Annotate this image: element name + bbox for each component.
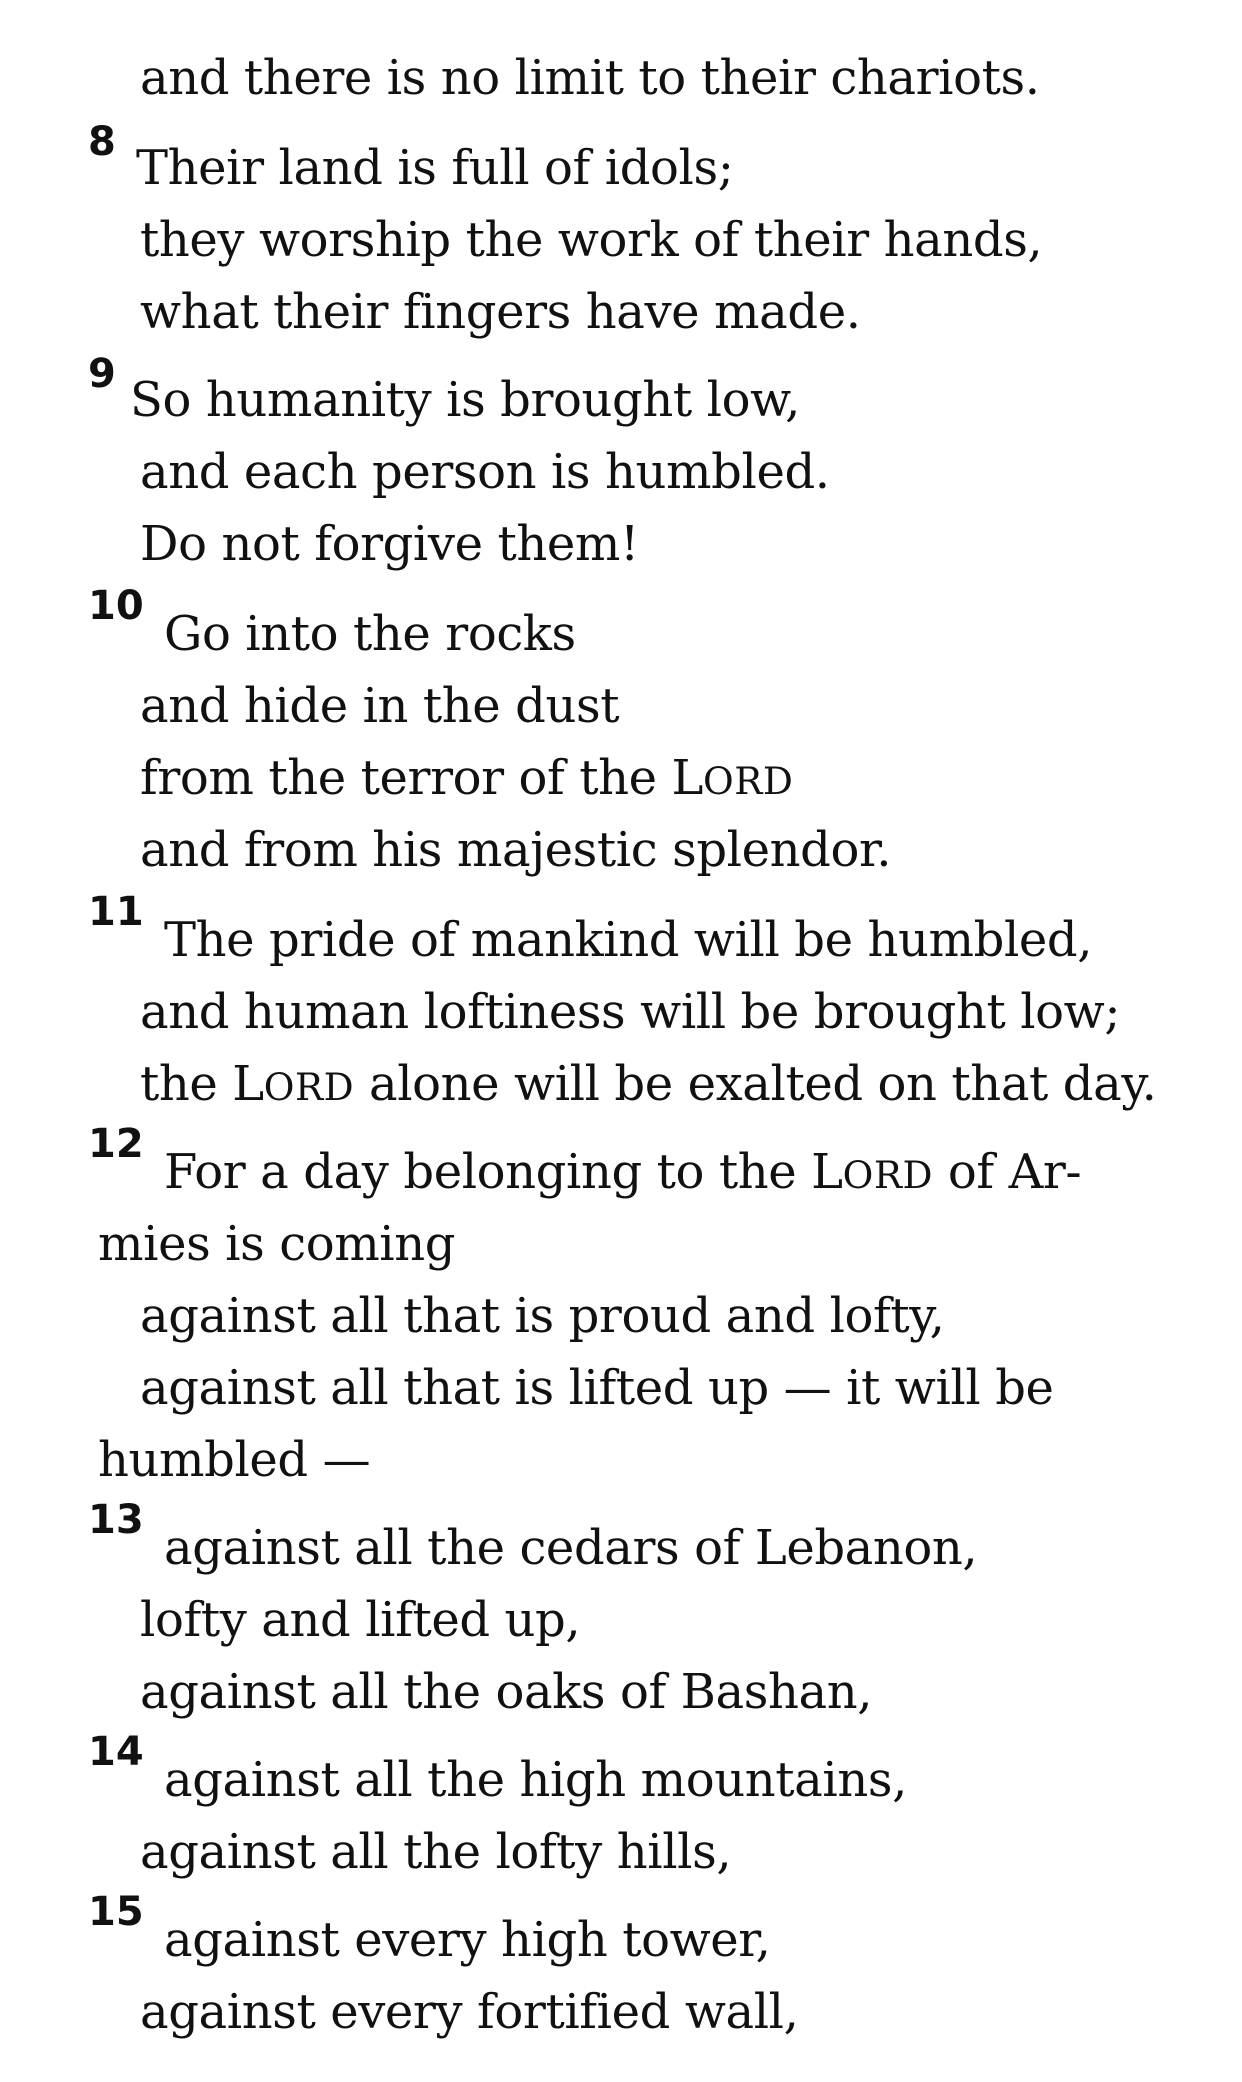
verse-number: 15 bbox=[88, 1889, 144, 1935]
line-text: Do not forgive them! bbox=[140, 516, 639, 572]
text-line bbox=[140, 820, 891, 880]
text-line bbox=[140, 1590, 580, 1650]
verse-number: 12 bbox=[88, 1121, 144, 1167]
line-text: against all the oaks of Bashan, bbox=[140, 1664, 873, 1720]
line-text: humbled — bbox=[98, 1432, 371, 1488]
text-line bbox=[98, 1430, 370, 1490]
text-line bbox=[164, 1910, 770, 1970]
line-text: and from his majestic splendor. bbox=[140, 822, 892, 878]
verse-number: 10 bbox=[88, 583, 144, 629]
verse-number: 9 bbox=[88, 351, 116, 397]
line-text: Go into the rocks bbox=[164, 606, 576, 662]
divine-name-initial: L bbox=[811, 1144, 843, 1200]
divine-name-smallcaps: ORD bbox=[842, 1153, 934, 1197]
divine-name bbox=[672, 750, 794, 806]
text-line bbox=[140, 1982, 798, 2042]
text-line bbox=[140, 1286, 944, 1346]
divine-name bbox=[811, 1144, 933, 1200]
line-text: against all the high mountains, bbox=[164, 1752, 907, 1808]
line-text: against every high tower, bbox=[164, 1912, 771, 1968]
text-line bbox=[140, 1662, 872, 1722]
line-text: against all the cedars of Lebanon, bbox=[164, 1520, 978, 1576]
text-line bbox=[140, 48, 1040, 108]
line-text: For a day belonging to the bbox=[164, 1144, 812, 1200]
text-line bbox=[140, 676, 619, 736]
divine-name-initial: L bbox=[671, 750, 704, 806]
line-text: Their land is full of idols; bbox=[136, 140, 734, 196]
verse-number: 13 bbox=[88, 1497, 144, 1543]
text-line bbox=[140, 982, 1120, 1042]
text-line bbox=[140, 210, 1042, 270]
line-text: alone will be exalted on that day. bbox=[354, 1056, 1157, 1112]
line-text: the bbox=[140, 1056, 233, 1112]
text-line bbox=[164, 604, 576, 664]
line-text: against every fortified wall, bbox=[140, 1984, 799, 2040]
text-line bbox=[140, 442, 830, 502]
line-text: against all that is lifted up — it will be bbox=[140, 1360, 1054, 1416]
line-text: and there is no limit to their chariots. bbox=[140, 50, 1040, 106]
text-line bbox=[140, 282, 861, 342]
text-line bbox=[130, 370, 800, 430]
text-line bbox=[98, 1214, 455, 1274]
verse-number: 8 bbox=[88, 119, 116, 165]
text-line bbox=[140, 1358, 1054, 1418]
divine-name-smallcaps: ORD bbox=[703, 759, 794, 803]
line-text: lofty and lifted up, bbox=[140, 1592, 581, 1648]
line-text: from the terror of the bbox=[140, 750, 672, 806]
verse-number: 14 bbox=[88, 1729, 144, 1775]
text-line bbox=[140, 1054, 1157, 1117]
line-text: The pride of mankind will be humbled, bbox=[164, 912, 1093, 968]
text-line bbox=[136, 138, 734, 198]
divine-name-initial: L bbox=[232, 1056, 264, 1112]
line-text: and hide in the dust bbox=[140, 678, 620, 734]
line-text: and each person is humbled. bbox=[140, 444, 830, 500]
text-line bbox=[164, 1750, 907, 1810]
text-line bbox=[164, 1142, 1081, 1205]
line-text: against all that is proud and lofty, bbox=[140, 1288, 945, 1344]
line-text: mies is coming bbox=[98, 1216, 456, 1272]
text-line bbox=[140, 748, 793, 811]
divine-name-smallcaps: ORD bbox=[263, 1065, 355, 1109]
line-text: of Ar- bbox=[933, 1144, 1082, 1200]
text-line bbox=[140, 1822, 731, 1882]
text-line bbox=[164, 1518, 977, 1578]
line-text: they worship the work of their hands, bbox=[140, 212, 1043, 268]
text-line bbox=[140, 514, 639, 574]
line-text: So humanity is brought low, bbox=[130, 372, 800, 428]
line-text: what their fingers have made. bbox=[140, 284, 861, 340]
verse-number: 11 bbox=[88, 889, 144, 935]
text-line bbox=[164, 910, 1092, 970]
line-text: against all the lofty hills, bbox=[140, 1824, 732, 1880]
divine-name bbox=[232, 1056, 354, 1112]
line-text: and human loftiness will be brought low; bbox=[140, 984, 1121, 1040]
